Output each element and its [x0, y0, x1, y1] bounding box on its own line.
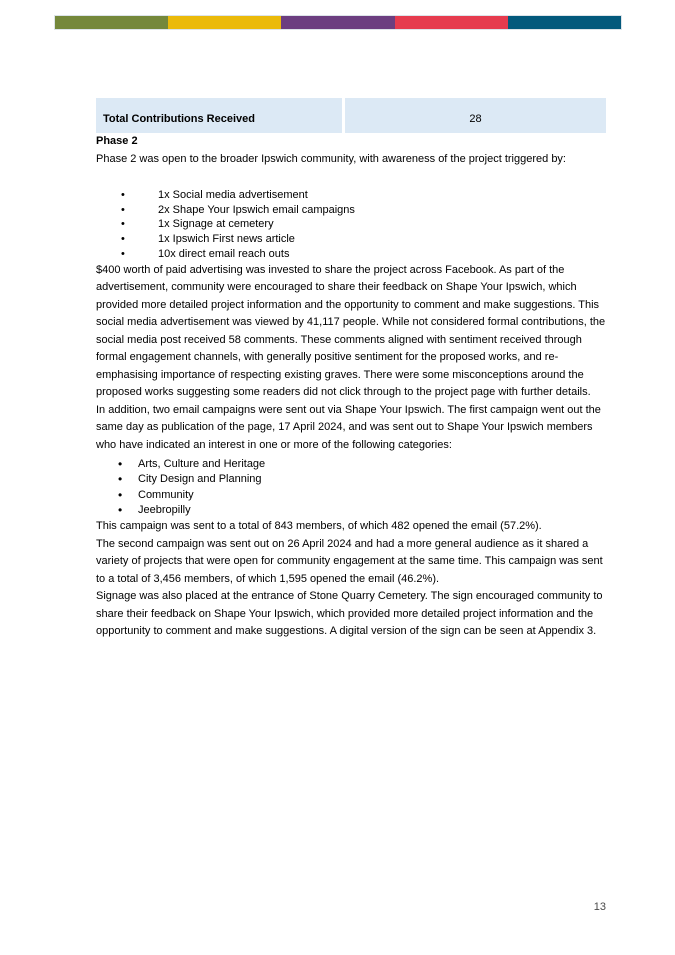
- signage-paragraph: Signage was also placed at the entrance of Stone Quarry Cemetery. The sign encouraged community to share their feedback on Shape Your Ipswich, which provided more detailed project information and the opportunity to comment and make suggestions. A digital version of the sign can be seen at Appendix 3.: [96, 590, 603, 638]
- list-item: • Jeebropilly: [96, 503, 608, 518]
- page-number: 13: [593, 901, 606, 913]
- paid-advertising-paragraph: $400 worth of paid advertising was invested to share the project across Facebook. As part of the advertisement, community were encouraged to share their feedback on Shape Your Ipswich, which provided more detailed project information and the opportunity to comment and make suggestions. This social media advertisement was viewed by 41,117 people. While not considered formal contributions, the social media post received 58 comments. These comments aligned with sentiment received through formal engagement channels, with generally positive sentiment for the proposed works, and re-emphasising importance of respecting existing graves. There were some misconceptions around the proposed works suggesting some readers did not click through to the project page with further details.: [96, 263, 606, 399]
- list-item: • Community: [96, 488, 608, 503]
- first-campaign-stats-paragraph: This campaign was sent to a total of 843 members, of which 482 opened the email (57.2%).: [96, 520, 542, 533]
- interest-categories-list: [96, 457, 608, 518]
- list-item: • 1x Ipswich First news article: [96, 232, 608, 247]
- list-item: • Arts, Culture and Heritage: [96, 457, 608, 472]
- total-contributions-label: Total Contributions Received: [96, 98, 342, 133]
- brand-bar-segment-red: [395, 16, 508, 29]
- brand-bar-segment-blue: [508, 16, 621, 29]
- brand-bar-segment-purple: [281, 16, 394, 29]
- list-item: • 10x direct email reach outs: [96, 247, 608, 262]
- brand-color-bar: [54, 15, 622, 30]
- awareness-triggers-list: [96, 188, 608, 262]
- list-item: • 1x Signage at cemetery: [96, 217, 608, 232]
- brand-bar-segment-yellow: [168, 16, 281, 29]
- section-heading-phase-2: Phase 2: [96, 135, 138, 147]
- body-content: [96, 133, 608, 641]
- phase-2-intro-paragraph: Phase 2 was open to the broader Ipswich community, with awareness of the project triggered by:: [96, 152, 566, 165]
- contributions-summary-row: [96, 98, 606, 133]
- second-campaign-paragraph: The second campaign was sent out on 26 April 2024 and had a more general audience as it shared a variety of projects that were open for community engagement at the same time. This campaign was sent to a total of 3,456 members, of which 1,595 opened the email (46.2%).: [96, 537, 603, 585]
- email-campaigns-paragraph: In addition, two email campaigns were sent out via Shape Your Ipswich. The first campaign went out the same day as publication of the page, 17 April 2024, and was sent out to Shape Your Ipswich members who have indicated an interest in one or more of the following categories:: [96, 403, 601, 451]
- total-contributions-value: 28: [345, 98, 606, 133]
- list-item: • 2x Shape Your Ipswich email campaigns: [96, 203, 608, 218]
- list-item: • 1x Social media advertisement: [96, 188, 608, 203]
- list-item: • City Design and Planning: [96, 472, 608, 487]
- brand-bar-segment-olive: [55, 16, 168, 29]
